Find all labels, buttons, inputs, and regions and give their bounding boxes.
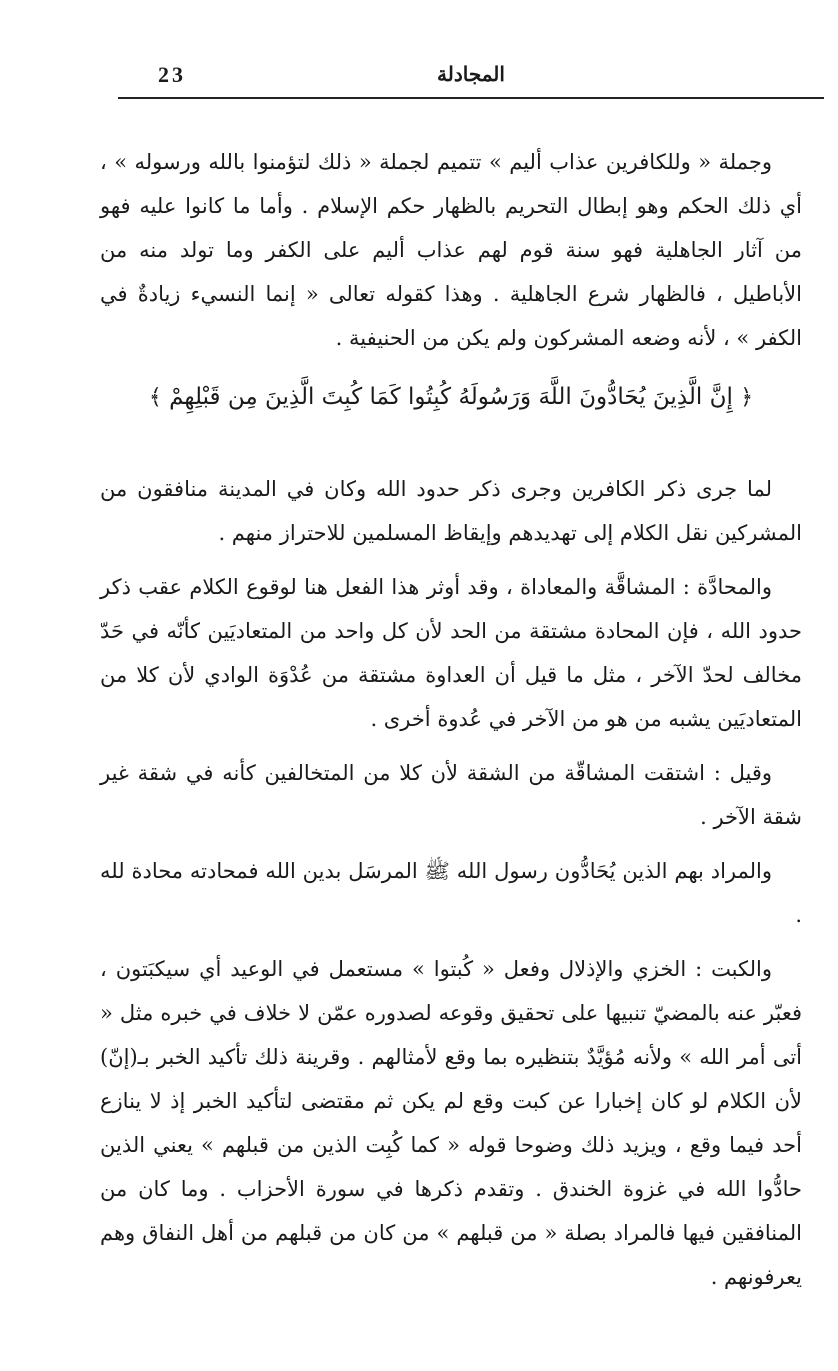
paragraph-4: وقيل : اشتقت المشاقّة من الشقة لأن كلا من المتخالفين كأنه في شقة غير شقة الآخر . (100, 761, 802, 829)
running-title: المجادلة (437, 62, 505, 86)
paragraph-gap (100, 555, 802, 565)
page-number: 23 (158, 62, 186, 87)
paragraph-5: والمراد بهم الذين يُحَادُّون رسول الله ﷺ المرسَل بدين الله فمحادته محادة لله . (100, 859, 802, 927)
paragraph-1: وجملة « وللكافرين عذاب أليم » تتميم لجملة « ذلك لتؤمنوا بالله ورسوله » ، أي ذلك الحكم وهو إبطال التحريم بالظهار حكم الإسلام . وأما ما كانوا عليه فهو من آثار الجاهلية فهو سنة قوم لهم عذاب أليم على الكفر وما تولد منه من الأباطيل ، فالظهار شرع الجاهلية . وهذا كقوله تعالى « إنما النسيء زيادةٌ في الكفر » ، لأنه وضعه المشركون ولم يكن من الحنيفية . (100, 150, 802, 350)
paragraph-6: والكبت : الخزي والإذلال وفعل « كُبتوا » مستعمل في الوعيد أي سيكبَتون ، فعبّر عنه بالمضيّ تنبيها على تحقيق وقوعه لصدوره عمّن لا خلاف في خبره مثل « أتى أمر الله » ولأنه مُؤيَّدٌ بتنظيره بما وقع لأمثالهم . وقرينة ذلك تأكيد الخبر بـ(إنّ) لأن الكلام لو كان إخبارا عن كبت وقع لم يكن ثم مقتضى لتأكيد الخبر إذ لا ينازع أحد فيما وقع ، ويزيد ذلك وضوحا قوله « كما كُبِت الذين من قبلهم » يعني الذين حادُّوا الله في غزوة الخندق . وتقدم ذكرها في سورة الأحزاب . وما كان من المنافقين فيها فالمراد بصلة « من قبلهم » من كان من قبلهم من أهل النفاق وهم يعرفونهم . (100, 957, 802, 1289)
quran-verse (100, 374, 802, 421)
page-header (118, 48, 824, 100)
verse-open-ornament: ﴿ (740, 385, 754, 410)
paragraph-3: والمحادَّة : المشاقَّة والمعاداة ، وقد أوثر هذا الفعل هنا لوقوع الكلام عقب ذكر حدود الله ، فإن المحادة مشتقة من الحد لأن كل واحد من المتعاديَين كأنّه في حَدّ مخالف لحدّ الآخر ، مثل ما قيل أن العداوة مشتقة من عُدْوَة الوادي لأن كلا من المتعاديَين يشبه من هو من الآخر في عُدوة أخرى . (100, 575, 802, 731)
body-text (100, 140, 802, 1299)
verse-close-ornament: ﴾ (148, 385, 162, 410)
paragraph-gap (100, 839, 802, 849)
paragraph-2: لما جرى ذكر الكافرين وجرى ذكر حدود الله وكان في المدينة منافقون من المشركين نقل الكلام إلى تهديدهم وإيقاظ المسلمين للاحتراز منهم . (100, 477, 802, 545)
verse-text: إِنَّ الَّذِينَ يُحَادُّونَ اللَّهَ وَرَسُولَهُ كُبِتُوا كَمَا كُبِتَ الَّذِينَ مِن قَبْلِهِمْ (169, 384, 733, 410)
paragraph-gap (100, 741, 802, 751)
paragraph-gap (100, 937, 802, 947)
header-rule (118, 97, 824, 99)
